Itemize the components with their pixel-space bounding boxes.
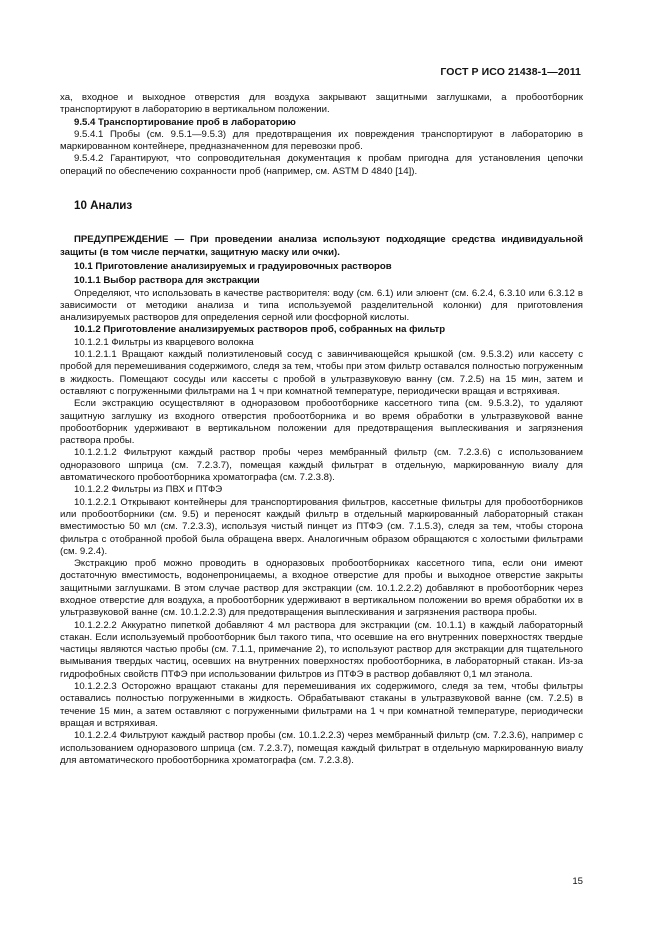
subsection-heading-10-1-1: 10.1.1 Выбор раствора для экстракции [74,275,260,287]
paragraph-9-5-4-2: 9.5.4.2 Гарантируют, что сопроводительная документация к пробам пригодна для установления цепочки операций по обеспечению сохранности проб (например, см. ASTM D 4840 [14]). [60,153,583,177]
paragraph-10-1-2-2-4: 10.1.2.2.4 Фильтруют каждый раствор пробы (см. 10.1.2.2.3) через мембранный фильтр (см. 7.2.3.6), например с использованием одноразового шприца (см. 7.2.3.7), помещая каждый фильтрат в отдельную маркированную виалу для автоматического пробоотборника хроматографа (см. 7.2.3.8). [60,730,583,766]
paragraph-continuation: ха, входное и выходное отверстия для воздуха закрывают защитными заглушками, а пробоотборник транспортируют в лабораторию в вертикальном положении. [60,92,583,116]
document-header: ГОСТ Р ИСО 21438-1—2011 [440,66,581,78]
warning-paragraph: ПРЕДУПРЕЖДЕНИЕ — При проведении анализа используют подходящие средства индивидуальной защиты (в том числе перчатки, защитную маску или очки). [60,234,583,258]
subsection-heading-9-5-4: 9.5.4 Транспортирование проб в лабораторию [74,116,296,128]
page-number: 15 [572,876,583,887]
paragraph-10-1-2-1-1: 10.1.2.1.1 Вращают каждый полиэтиленовый сосуд с завинчивающейся крышкой (см. 9.5.3.2) или кассету с пробой для перемешивания содержимого, следя за тем, чтобы при этом фильтр оставался полностью погруженным в жидкость. Помещают сосуды или кассеты с пробой в ультразвуковую ванну (см. 7.2.5) на 15 мин, затем и оставляют с погруженными фильтрами на 1 ч при комнатной температуре, периодически вращая и встряхивая. [60,349,583,397]
section-title-10: 10 Анализ [74,199,133,213]
paragraph-cassette-extraction: Если экстракцию осуществляют в одноразовом пробоотборнике кассетного типа (см. 9.5.3.2), то удаляют защитную заглушку из входного отверстия пробоотборника и во время обработки в ультразвуковой ванне пробоотборник удерживают в вертикальном положении для предотвращения выплескивания и загрязнения раствора пробы. [60,398,583,447]
paragraph-10-1-2-2-1: 10.1.2.2.1 Открывают контейнеры для транспортирования фильтров, кассетные фильтры для пробоотборников или пробоотборники (см. 9.5) и переносят каждый фильтр в отдельный маркированный лабораторный стакан вместимостью 50 мл (см. 7.2.3.3), используя чистый пинцет из ПТФЭ (см. 7.1.5.3), следя за тем, чтобы сторона фильтра с отобранной пробой была обращена вверх. Аналогичным образом обращаются с холостыми фильтрами (см. 9.2.4). [60,496,583,557]
paragraph-10-1-2-2-2: 10.1.2.2.2 Аккуратно пипеткой добавляют 4 мл раствора для экстракции (см. 10.1.1) в каждый лабораторный стакан. Если используемый пробоотборник был такого типа, что осевшие на его внутренних поверхностях твердые частицы являются частью пробы (см. 7.1.1, примечание 2), то используют раствор для экстракции для тщательного вымывания твердых частиц, осевших на внутренних поверхностях пробоотборника, в лабораторный стакан. Из-за гидрофобных свойств ПТФЭ при использовании фильтров из ПТФЭ в раствор добавляют 0,1 мл этанола. [60,619,583,680]
paragraph-10-1-1: Определяют, что использовать в качестве растворителя: воду (см. 6.1) или элюент (см. 6.2.4, 6.3.10 или 6.3.12 в зависимости от методики анализа и типа используемой разделительной колонки) для приготовления анализируемых растворов для определения серной или фосфорной кислоты. [60,287,583,324]
subsection-heading-10-1-2-2: 10.1.2.2 Фильтры из ПВХ и ПТФЭ [74,484,223,496]
subsection-heading-10-1: 10.1 Приготовление анализируемых и градуировочных растворов [74,260,392,272]
paragraph-9-5-4-1: 9.5.4.1 Пробы (см. 9.5.1—9.5.3) для предотвращения их повреждения транспортируют в лабораторию в маркированном контейнере, предназначенном для перевозки проб. [60,128,583,153]
paragraph-10-1-2-1-2: 10.1.2.1.2 Фильтруют каждый раствор пробы через мембранный фильтр (см. 7.2.3.6) с использованием одноразового шприца (см. 7.2.3.7), помещая каждый фильтрат в отдельную, маркированную виалу для автоматического пробоотборника хроматографа (см. 7.2.3.8). [60,447,583,484]
subsection-heading-10-1-2: 10.1.2 Приготовление анализируемых растворов проб, собранных на фильтр [74,324,446,336]
subsection-heading-10-1-2-1: 10.1.2.1 Фильтры из кварцевого волокна [74,336,254,348]
paragraph-cassette-extraction-2: Экстракцию проб можно проводить в одноразовых пробоотборниках кассетного типа, если они имеют достаточную вместимость, водонепроницаемы, а входное отверстие для пробы и выходное отверстие закрыты защитными заглушками. В этом случае раствор для экстракции (см. 10.1.2.2.2) добавляют в пробоотборник через входное отверстие для воздуха, а пробоотборник удерживают в вертикальном положении во время обработки их в ультразвуковой ванне (см. 10.1.2.2.3) для предотвращения выплескивания и загрязнения раствора пробы. [60,558,583,619]
paragraph-10-1-2-2-3: 10.1.2.2.3 Осторожно вращают стаканы для перемешивания их содержимого, следя за тем, чтобы фильтры оставались полностью погруженными в жидкость. Обрабатывают стаканы в ультразвуковой ванне (см. 7.2.5) в течение 15 мин, а затем оставляют с погруженными фильтрами на 1 ч при комнатной температуре, периодически вращая и встряхивая. [60,681,583,729]
page-body [60,92,583,767]
